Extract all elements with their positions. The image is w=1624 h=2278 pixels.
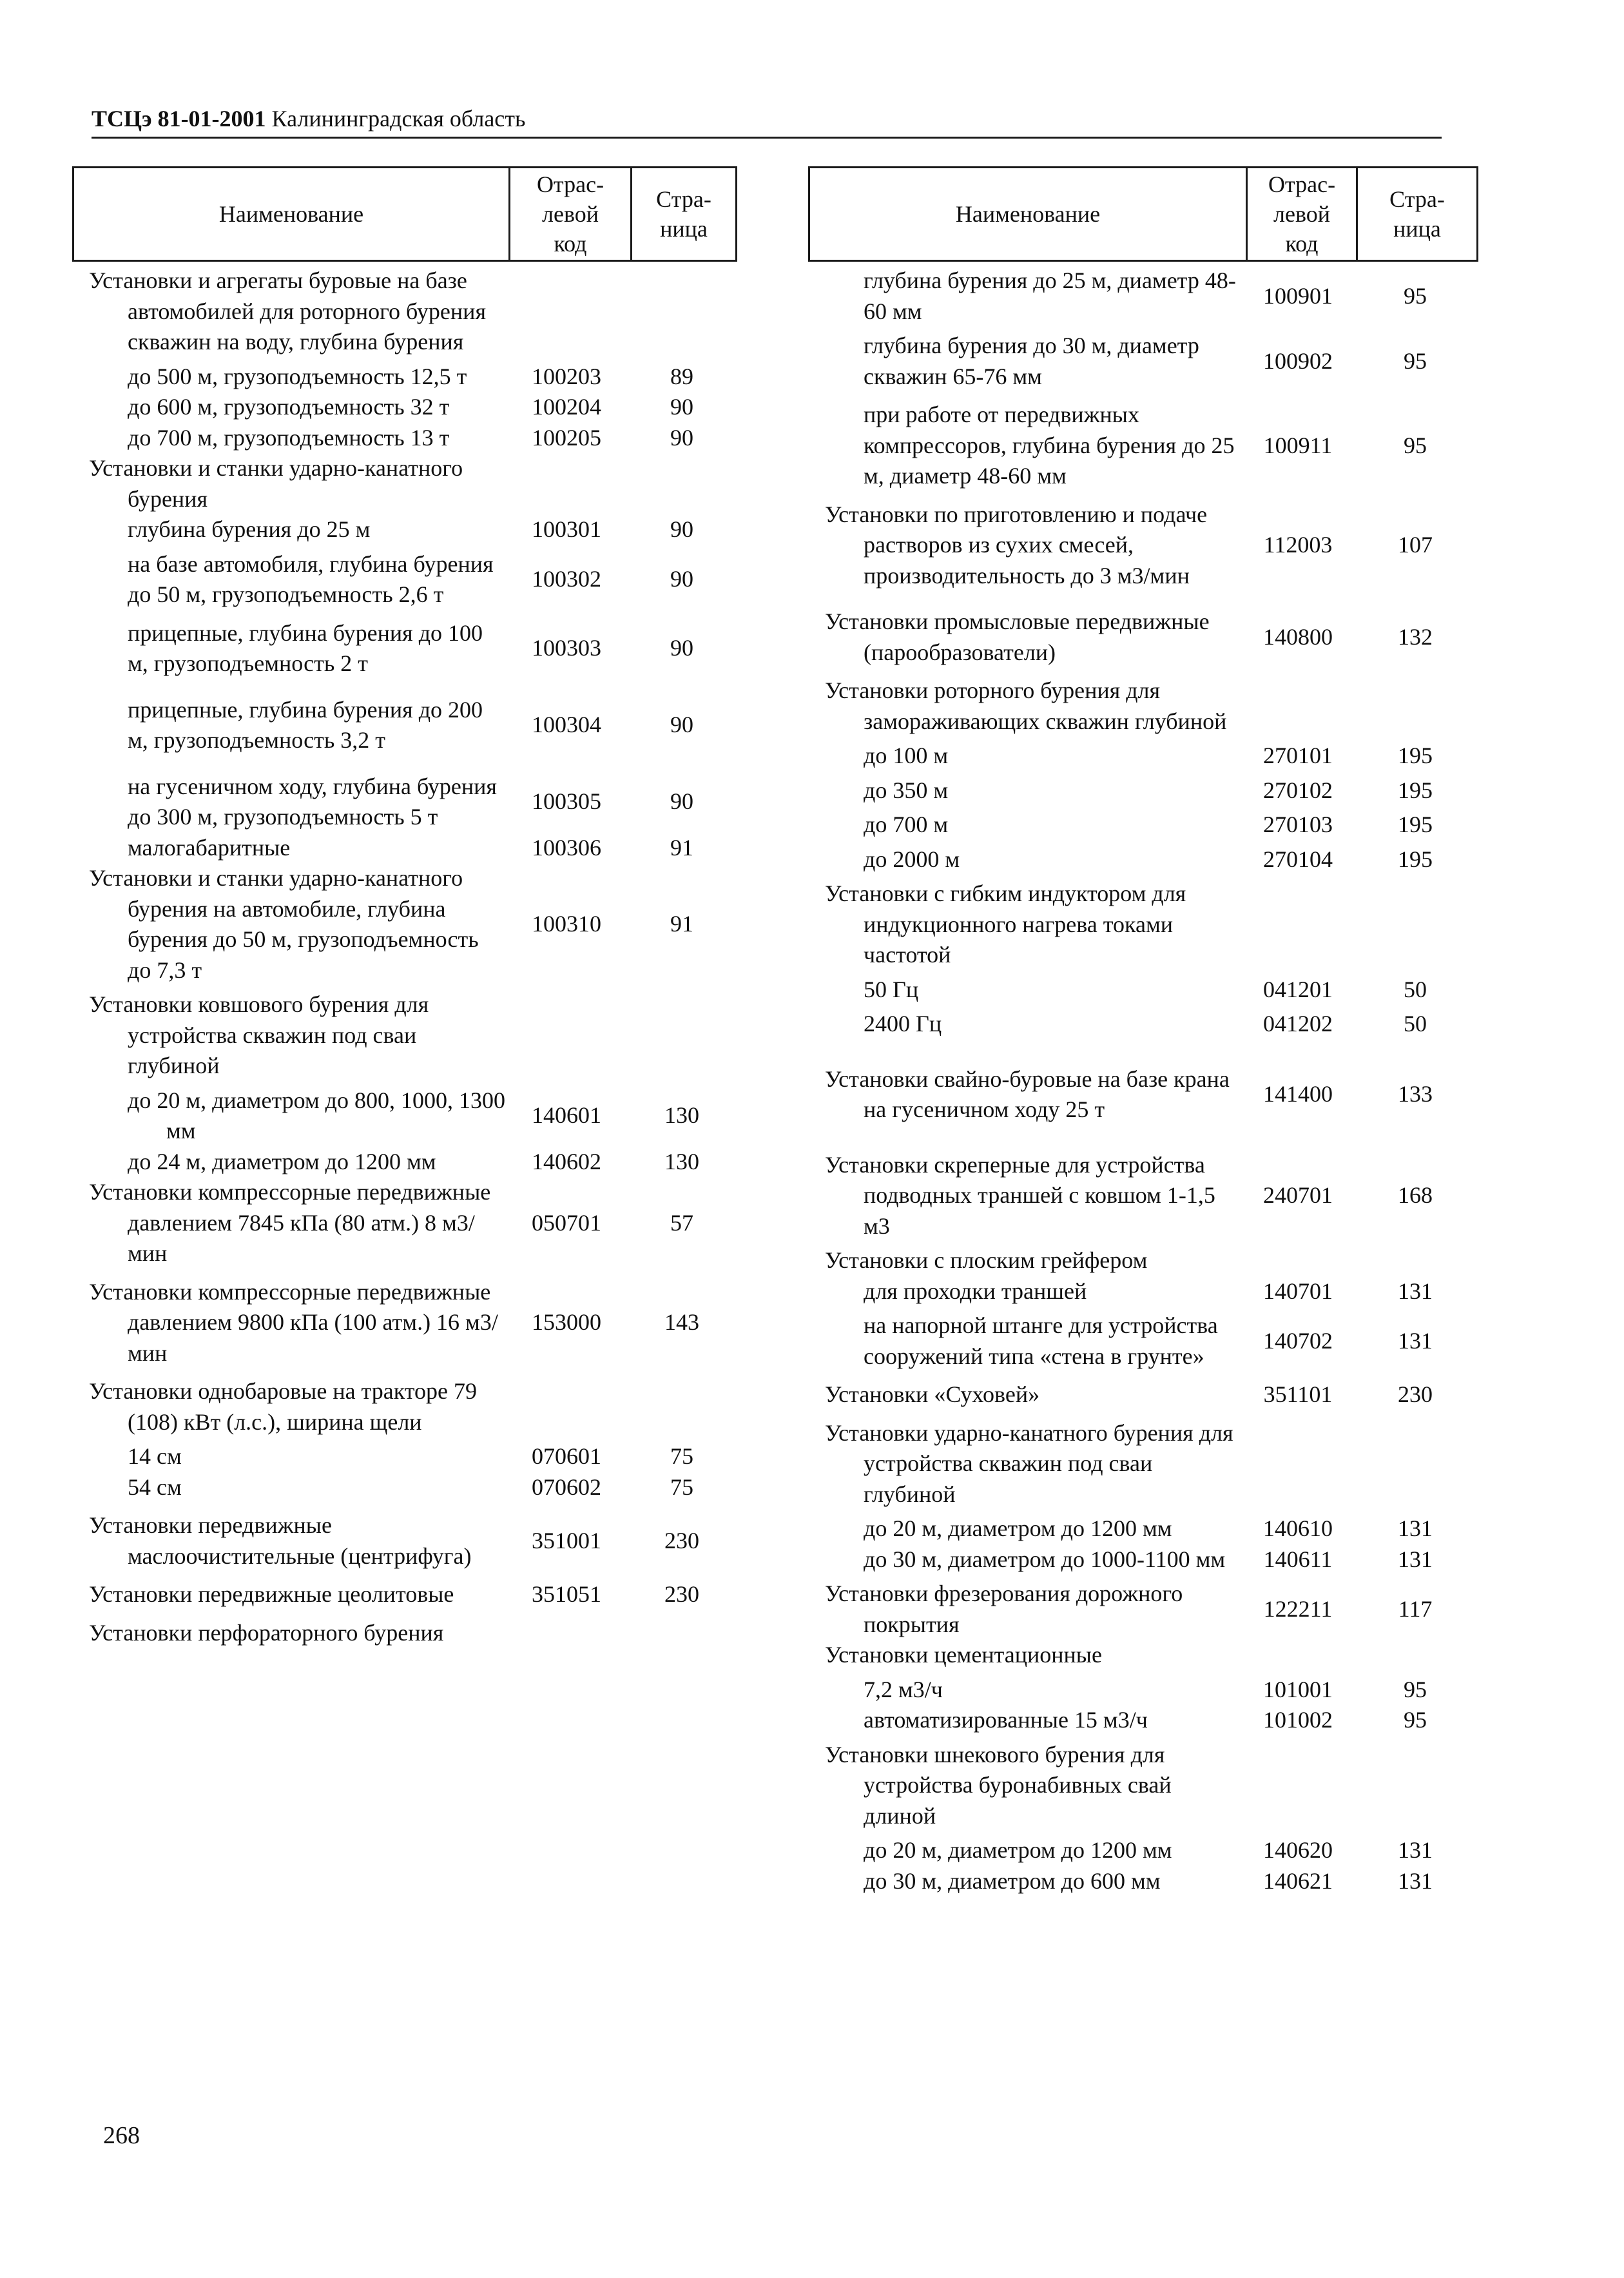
cell-name: до 30 м, диаметром до 1000-1100 мм	[864, 1546, 1226, 1572]
cell-page: 90	[670, 712, 693, 738]
cell-page: 50	[1404, 976, 1427, 1002]
cell-name: Установки фрезерования дорожного покрытия	[825, 1581, 1183, 1637]
table-row	[72, 1618, 737, 1649]
cell-page: 131	[1398, 1837, 1433, 1863]
table-row	[808, 775, 1478, 806]
cell-name: до 500 м, грузоподъемность 12,5 т	[128, 363, 467, 389]
table-row	[808, 1579, 1478, 1640]
cell-code: 101002	[1263, 1707, 1333, 1733]
cell-name: до 30 м, диаметром до 600 мм	[864, 1867, 1161, 1894]
table-row	[72, 362, 737, 393]
table-row	[72, 863, 737, 986]
cell-name: Установки с плоским грейфером	[825, 1247, 1148, 1273]
table-row	[72, 423, 737, 454]
cell-name: Установки и агрегаты буровые на базе автомобилей для роторного бурения скважин на воду, глубина бурения	[89, 268, 486, 355]
table-row	[808, 1064, 1478, 1125]
cell-code: 140620	[1263, 1837, 1333, 1863]
document-code: ТСЦэ 81-01-2001	[92, 106, 266, 131]
cell-code: 070601	[532, 1443, 601, 1469]
cell-code: 100306	[532, 834, 601, 861]
cell-name: Установки ударно-канатного бурения для устройства скважин под сваи глубиной	[825, 1419, 1233, 1507]
right-column	[808, 166, 1478, 1896]
cell-name: 2400 Гц	[864, 1011, 942, 1037]
cell-name: до 350 м	[864, 777, 949, 803]
cell-page: 195	[1398, 846, 1433, 872]
table-row	[72, 266, 737, 358]
cell-name: Установки и станки ударно-канатного бурения	[89, 455, 463, 512]
header-code: Отрас- левой код	[508, 168, 630, 260]
cell-code: 100902	[1263, 347, 1333, 374]
table-row	[808, 975, 1478, 1006]
table-row	[808, 500, 1478, 592]
cell-name: Установки с гибким индуктором для индукционного нагрева токами частотой	[825, 881, 1186, 968]
cell-code: 140702	[1263, 1327, 1333, 1354]
cell-page: 91	[670, 834, 693, 861]
cell-name: до 24 м, диаметром до 1200 мм	[128, 1148, 436, 1174]
table-row	[72, 1376, 737, 1437]
table-row	[808, 1009, 1478, 1040]
cell-name: 54 см	[128, 1474, 182, 1500]
cell-page: 195	[1398, 777, 1433, 803]
cell-name: на гусеничном ходу, глубина бурения до 300 м, грузоподъемность 5 т	[128, 773, 497, 830]
table-row	[72, 549, 737, 610]
cell-name: 50 Гц	[864, 976, 919, 1002]
table-row	[72, 695, 737, 756]
table-row	[72, 1579, 737, 1610]
running-header	[92, 104, 1442, 139]
cell-code: 351001	[532, 1527, 601, 1553]
cell-page: 90	[670, 516, 693, 542]
cell-name: Установки «Суховей»	[825, 1381, 1040, 1407]
table-row	[808, 879, 1478, 971]
cell-code: 351051	[532, 1581, 601, 1607]
table-row	[808, 1544, 1478, 1575]
cell-code: 100302	[532, 566, 601, 592]
cell-page: 195	[1398, 743, 1433, 768]
header-page: Стра- ница	[630, 168, 735, 260]
cell-name: Установки скреперные для устройства подводных траншей с ковшом 1-1,5 м3	[825, 1151, 1215, 1239]
cell-code: 041201	[1263, 976, 1333, 1002]
cell-name: Установки промысловые передвижные (парообразователи)	[825, 608, 1210, 665]
cell-code: 070602	[532, 1474, 601, 1500]
cell-page: 89	[670, 363, 693, 389]
cell-name: 7,2 м3/ч	[864, 1676, 943, 1702]
cell-name: Установки компрессорные передвижные давлением 9800 кПа (100 атм.) 16 м3/мин	[89, 1278, 498, 1366]
table-row	[72, 1472, 737, 1503]
table-row	[808, 400, 1478, 492]
header-name: Наименование	[955, 201, 1101, 227]
table-row	[808, 1740, 1478, 1832]
cell-page: 57	[670, 1209, 693, 1236]
cell-name: Установки свайно-буровые на базе крана на гусеничном ходу 25 т	[825, 1066, 1230, 1122]
cell-code: 100305	[532, 788, 601, 815]
table-row	[72, 1085, 737, 1147]
cell-name: глубина бурения до 25 м, диаметр 48-60 мм	[864, 268, 1236, 324]
left-column	[72, 166, 737, 1648]
cell-code: 140800	[1263, 623, 1333, 650]
cell-code: 140621	[1263, 1867, 1333, 1894]
cell-code: 100204	[532, 394, 601, 420]
cell-name: до 700 м	[864, 812, 949, 837]
cell-page: 95	[1404, 432, 1427, 458]
cell-code: 140602	[532, 1148, 601, 1174]
table-header	[808, 166, 1478, 262]
table-row	[808, 1310, 1478, 1372]
table-row	[72, 989, 737, 1082]
table-row	[808, 1276, 1478, 1307]
table-row	[72, 772, 737, 833]
cell-name: до 20 м, диаметром до 1200 мм	[864, 1515, 1172, 1541]
cell-name: малогабаритные	[128, 834, 291, 861]
cell-name: Установки по приготовлению и подаче растворов из сухих смесей, производительность до 3 м3/мин	[825, 501, 1208, 589]
cell-name: при работе от передвижных компрессоров, глубина бурения до 25 м, диаметр 48-60 мм	[864, 402, 1235, 489]
table-row	[72, 1441, 737, 1472]
header-page: Стра- ница	[1356, 168, 1476, 260]
cell-name: для проходки траншей	[864, 1278, 1087, 1304]
table-header	[72, 166, 737, 262]
cell-page: 75	[670, 1474, 693, 1500]
cell-page: 50	[1404, 1011, 1427, 1037]
table-row	[808, 331, 1478, 392]
table-row	[72, 618, 737, 679]
table-row	[808, 266, 1478, 327]
table-row	[72, 1147, 737, 1178]
cell-code: 100203	[532, 363, 601, 389]
cell-page: 131	[1398, 1546, 1433, 1572]
header-name: Наименование	[218, 201, 364, 227]
table-row	[808, 676, 1478, 737]
cell-page: 95	[1404, 1676, 1427, 1702]
cell-page: 90	[670, 394, 693, 420]
cell-page: 90	[670, 788, 693, 815]
table-row	[808, 607, 1478, 668]
table-row	[808, 1705, 1478, 1736]
cell-name: на базе автомобиля, глубина бурения до 50 м, грузоподъемность 2,6 т	[128, 550, 494, 607]
table-row	[72, 833, 737, 864]
cell-page: 95	[1404, 282, 1427, 309]
cell-name: до 20 м, диаметром до 800, 1000, 1300 мм	[128, 1087, 506, 1144]
cell-code: 140610	[1263, 1515, 1333, 1541]
cell-page: 90	[670, 635, 693, 661]
table-row	[808, 1418, 1478, 1510]
table-row	[808, 1675, 1478, 1706]
cell-page: 117	[1398, 1595, 1433, 1622]
cell-code: 100310	[532, 911, 601, 937]
cell-code: 100205	[532, 424, 601, 451]
cell-page: 143	[664, 1309, 699, 1335]
cell-page: 90	[670, 566, 693, 592]
cell-code: 351101	[1263, 1381, 1333, 1407]
table-row	[72, 392, 737, 423]
cell-code: 122211	[1263, 1595, 1333, 1622]
cell-code: 041202	[1263, 1011, 1333, 1037]
table-body	[72, 266, 737, 1648]
cell-page: 130	[664, 1148, 699, 1174]
cell-code: 140701	[1263, 1278, 1333, 1304]
cell-code: 112003	[1263, 532, 1333, 558]
cell-name: глубина бурения до 25 м	[128, 516, 371, 542]
cell-name: Установки ковшового бурения для устройства скважин под сваи глубиной	[89, 991, 429, 1078]
table-body	[808, 266, 1478, 1896]
cell-name: до 100 м	[864, 743, 949, 768]
table-row	[72, 514, 737, 545]
cell-page: 130	[664, 1102, 699, 1129]
cell-name: Установки передвижные цеолитовые	[89, 1581, 454, 1607]
cell-code: 140601	[532, 1102, 601, 1129]
cell-page: 75	[670, 1443, 693, 1469]
cell-name: прицепные, глубина бурения до 100 м, грузоподъемность 2 т	[128, 619, 483, 676]
table-row	[72, 1177, 737, 1269]
cell-page: 230	[664, 1581, 699, 1607]
cell-name: Установки передвижные маслоочистительные (центрифуга)	[89, 1512, 472, 1569]
cell-code: 153000	[532, 1309, 601, 1335]
cell-page: 90	[670, 424, 693, 451]
cell-name: на напорной штанге для устройства сооружений типа «стена в грунте»	[864, 1312, 1218, 1369]
cell-name: до 2000 м	[864, 846, 960, 872]
table-row	[72, 1277, 737, 1369]
table-row	[72, 453, 737, 514]
cell-page: 95	[1404, 347, 1427, 374]
cell-name: 14 см	[128, 1443, 182, 1469]
table-row	[808, 1866, 1478, 1897]
table-row	[808, 1150, 1478, 1242]
cell-name: автоматизированные 15 м3/ч	[864, 1707, 1148, 1733]
cell-name: до 600 м, грузоподъемность 32 т	[128, 394, 450, 420]
cell-name: прицепные, глубина бурения до 200 м, грузоподъемность 3,2 т	[128, 696, 483, 753]
cell-name: Установки компрессорные передвижные давлением 7845 кПа (80 атм.) 8 м3/мин	[89, 1179, 491, 1266]
page-number: 268	[103, 2122, 140, 2149]
cell-page: 133	[1398, 1081, 1433, 1107]
cell-name: Установки перфораторного бурения	[89, 1619, 444, 1646]
cell-code: 100901	[1263, 282, 1333, 309]
table-row	[808, 1514, 1478, 1544]
table-row	[808, 810, 1478, 841]
cell-code: 270101	[1263, 743, 1333, 768]
cell-page: 131	[1398, 1327, 1433, 1354]
cell-name: до 20 м, диаметром до 1200 мм	[864, 1837, 1172, 1863]
cell-name: Установки цементационные	[825, 1642, 1102, 1668]
header-code: Отрас- левой код	[1246, 168, 1356, 260]
cell-code: 270103	[1263, 812, 1333, 837]
cell-code: 100911	[1263, 432, 1333, 458]
cell-name: Установки шнекового бурения для устройства буронабивных свай длиной	[825, 1741, 1172, 1829]
cell-page: 168	[1398, 1182, 1433, 1208]
cell-name: Установки однобаровые на тракторе 79 (108) кВт (л.с.), ширина щели	[89, 1378, 477, 1435]
cell-name: Установки и станки ударно-канатного бурения на автомобиле, глубина бурения до 50 м, грузоподъемность до 7,3 т	[89, 865, 479, 983]
cell-code: 101001	[1263, 1676, 1333, 1702]
cell-code: 100304	[532, 712, 601, 738]
cell-code: 100301	[532, 516, 601, 542]
region-name: Калининградская область	[271, 106, 526, 131]
cell-page: 131	[1398, 1515, 1433, 1541]
table-row	[808, 1835, 1478, 1866]
cell-page: 107	[1398, 532, 1433, 558]
cell-page: 91	[670, 911, 693, 937]
cell-code: 270102	[1263, 777, 1333, 803]
cell-code: 240701	[1263, 1182, 1333, 1208]
cell-code: 050701	[532, 1209, 601, 1236]
cell-name: Установки роторного бурения для замораживающих скважин глубиной	[825, 677, 1227, 734]
cell-page: 132	[1398, 623, 1433, 650]
table-row	[808, 741, 1478, 772]
cell-code: 140611	[1263, 1546, 1333, 1572]
cell-page: 95	[1404, 1707, 1427, 1733]
table-row	[808, 844, 1478, 875]
cell-code: 270104	[1263, 846, 1333, 872]
cell-page: 195	[1398, 812, 1433, 837]
cell-page: 131	[1398, 1278, 1433, 1304]
cell-code: 141400	[1263, 1081, 1333, 1107]
cell-page: 230	[1398, 1381, 1433, 1407]
cell-page: 131	[1398, 1867, 1433, 1894]
cell-name: глубина бурения до 30 м, диаметр скважин 65-76 мм	[864, 333, 1199, 389]
cell-code: 100303	[532, 635, 601, 661]
table-row	[808, 1379, 1478, 1410]
cell-page: 230	[664, 1527, 699, 1553]
table-row	[72, 1510, 737, 1572]
table-row	[808, 1640, 1478, 1671]
cell-name: до 700 м, грузоподъемность 13 т	[128, 424, 450, 451]
table-row	[808, 1245, 1478, 1276]
